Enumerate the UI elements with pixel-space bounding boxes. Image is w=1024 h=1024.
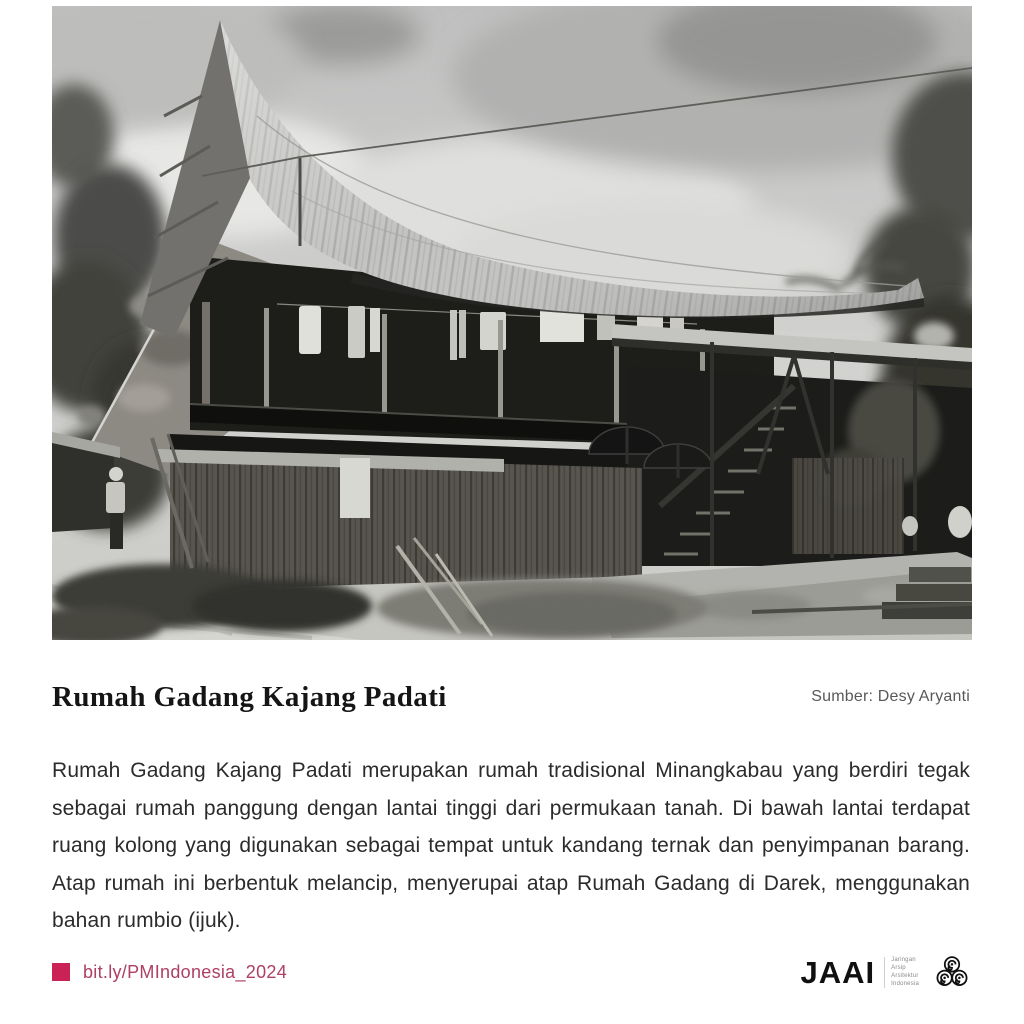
photo-source-credit: Sumber: Desy Aryanti (811, 688, 970, 705)
footer (52, 952, 970, 992)
jaai-logo-subtext: Jaringan Arsip Arsitektur Indonesia (884, 957, 919, 988)
footer-link-wrap (52, 962, 287, 983)
house-photo-illustration (52, 6, 972, 640)
page-title: Rumah Gadang Kajang Padati (52, 681, 447, 713)
accent-square-icon (52, 963, 70, 981)
jaai-logo-name: JAAI (800, 954, 876, 990)
description-paragraph: Rumah Gadang Kajang Padati merupakan rumah tradisional Minangkabau yang berdiri tegak sebagai rumah panggung dengan lantai tinggi dari permukaan tanah. Di bawah lantai terdapat ruang kolong yang digunakan sebagai tempat untuk kandang ternak dan penyimpanan barang. Atap rumah ini berbentuk melancip, menyerupai atap Rumah Gadang di Darek, menggunakan bahan rumbio (ijuk). (52, 759, 970, 933)
photo-grain (52, 6, 972, 640)
bitly-link[interactable]: bit.ly/PMIndonesia_2024 (83, 961, 288, 982)
jaai-logo (801, 954, 970, 990)
triskelion-icon (934, 954, 970, 990)
house-photo (52, 6, 972, 640)
caption-row (52, 681, 970, 714)
